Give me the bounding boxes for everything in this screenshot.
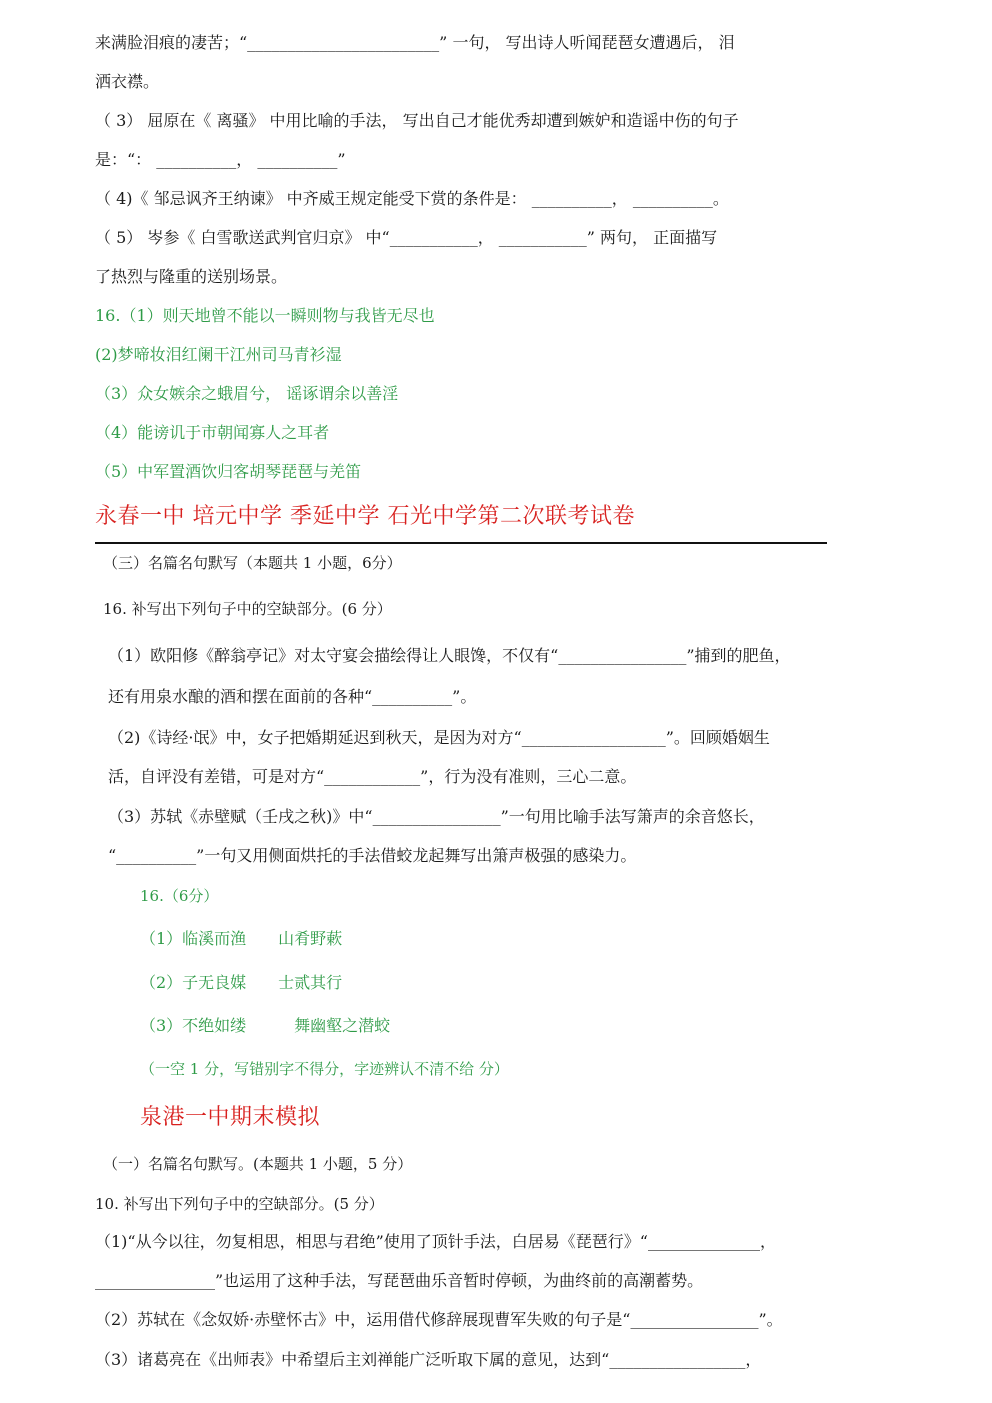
answer-note: （一空 1 分，写错别字不得分，字迹辨认不清不给 分）: [140, 1060, 509, 1078]
text-line: 是：“： __________， __________”: [95, 150, 346, 169]
question-4: （ 4)《 邹忌讽齐王纳谏》 中齐威王规定能受下赏的条件是： __________， __________。: [95, 189, 729, 208]
section-heading: （一）名篇名句默写。(本题共 1 小题，5 分）: [103, 1155, 413, 1173]
exam-title: 永春一中 培元中学 季延中学 石光中学第二次联考试卷: [95, 504, 635, 529]
question-3: （ 3） 屈原在《 离骚》 中用比喻的手法， 写出自己才能优秀却遭到嫉妒和造谣中伤的句子: [95, 111, 739, 130]
question-item: （2)《诗经·氓》中，女子把婚期延迟到秋天，是因为对方“__________________”。回顾婚姻生: [108, 728, 770, 747]
question-item: （1)“从今以往，勿复相思，相思与君绝”使用了顶针手法，白居易《琵琶行》“______________，: [95, 1232, 776, 1251]
answer-line: （3）众女嫉余之蛾眉兮， 谣诼谓余以善淫: [95, 384, 399, 403]
text-line: 来满脸泪痕的凄苦；“________________________” 一句， 写出诗人听闻琵琶女遭遇后， 泪: [95, 33, 735, 52]
question-item: （3）诸葛亮在《出师表》中希望后主刘禅能广泛听取下属的意见，达到“_________________，: [95, 1350, 762, 1369]
question-item: （1）欧阳修《醉翁亭记》对太守宴会描绘得让人眼馋，不仅有“________________”捕到的肥鱼，: [108, 646, 791, 665]
answer-line: （2）子无良媒 士贰其行: [140, 973, 343, 992]
answer-line: （4）能谤讥于市朝闻寡人之耳者: [95, 423, 330, 442]
text-line: 洒衣襟。: [95, 72, 160, 91]
answer-line: (2)梦啼妆泪红阑干江州司马青衫湿: [95, 345, 342, 364]
answer-line: 16.（1）则天地曾不能以一瞬则物与我皆无尽也: [95, 306, 435, 325]
answer-line: （3）不绝如缕 舞幽壑之潜蛟: [140, 1016, 391, 1035]
text-line: 了热烈与隆重的送别场景。: [95, 267, 288, 286]
text-line: “__________”一句又用侧面烘托的手法借蛟龙起舞写出箫声极强的感染力。: [108, 846, 637, 865]
answer-line: （1）临溪而渔 山肴野蔌: [140, 929, 343, 948]
answer-line: （5）中军置酒饮归客胡琴琵琶与羌笛: [95, 462, 362, 481]
question-heading: 10. 补写出下列句子中的空缺部分。(5 分）: [95, 1195, 384, 1213]
answer-heading: 16.（6分）: [140, 887, 219, 905]
question-item: （3）苏轼《赤壁赋（壬戌之秋)》中“________________”一句用比喻手法写箫声的余音悠长，: [108, 807, 765, 826]
question-heading: 16. 补写出下列句子中的空缺部分。(6 分）: [103, 600, 392, 618]
text-line: 活，自评没有差错，可是对方“____________”，行为没有准则，三心二意。: [108, 767, 637, 786]
question-5: （ 5） 岑参《 白雪歌送武判官归京》 中“___________， ___________” 两句， 正面描写: [95, 228, 718, 247]
text-line: _______________”也运用了这种手法，写琵琶曲乐音暂时停顿，为曲终前的高潮蓄势。: [95, 1271, 704, 1290]
exam-title: 泉港一中期末模拟: [140, 1105, 321, 1130]
divider: [95, 542, 827, 544]
question-item: （2）苏轼在《念奴娇·赤壁怀古》中，运用借代修辞展现曹军失败的句子是“________________”。: [95, 1310, 783, 1329]
text-line: 还有用泉水酿的酒和摆在面前的各种“__________”。: [108, 687, 477, 706]
section-heading: （三）名篇名句默写（本题共 1 小题，6分）: [103, 554, 402, 572]
